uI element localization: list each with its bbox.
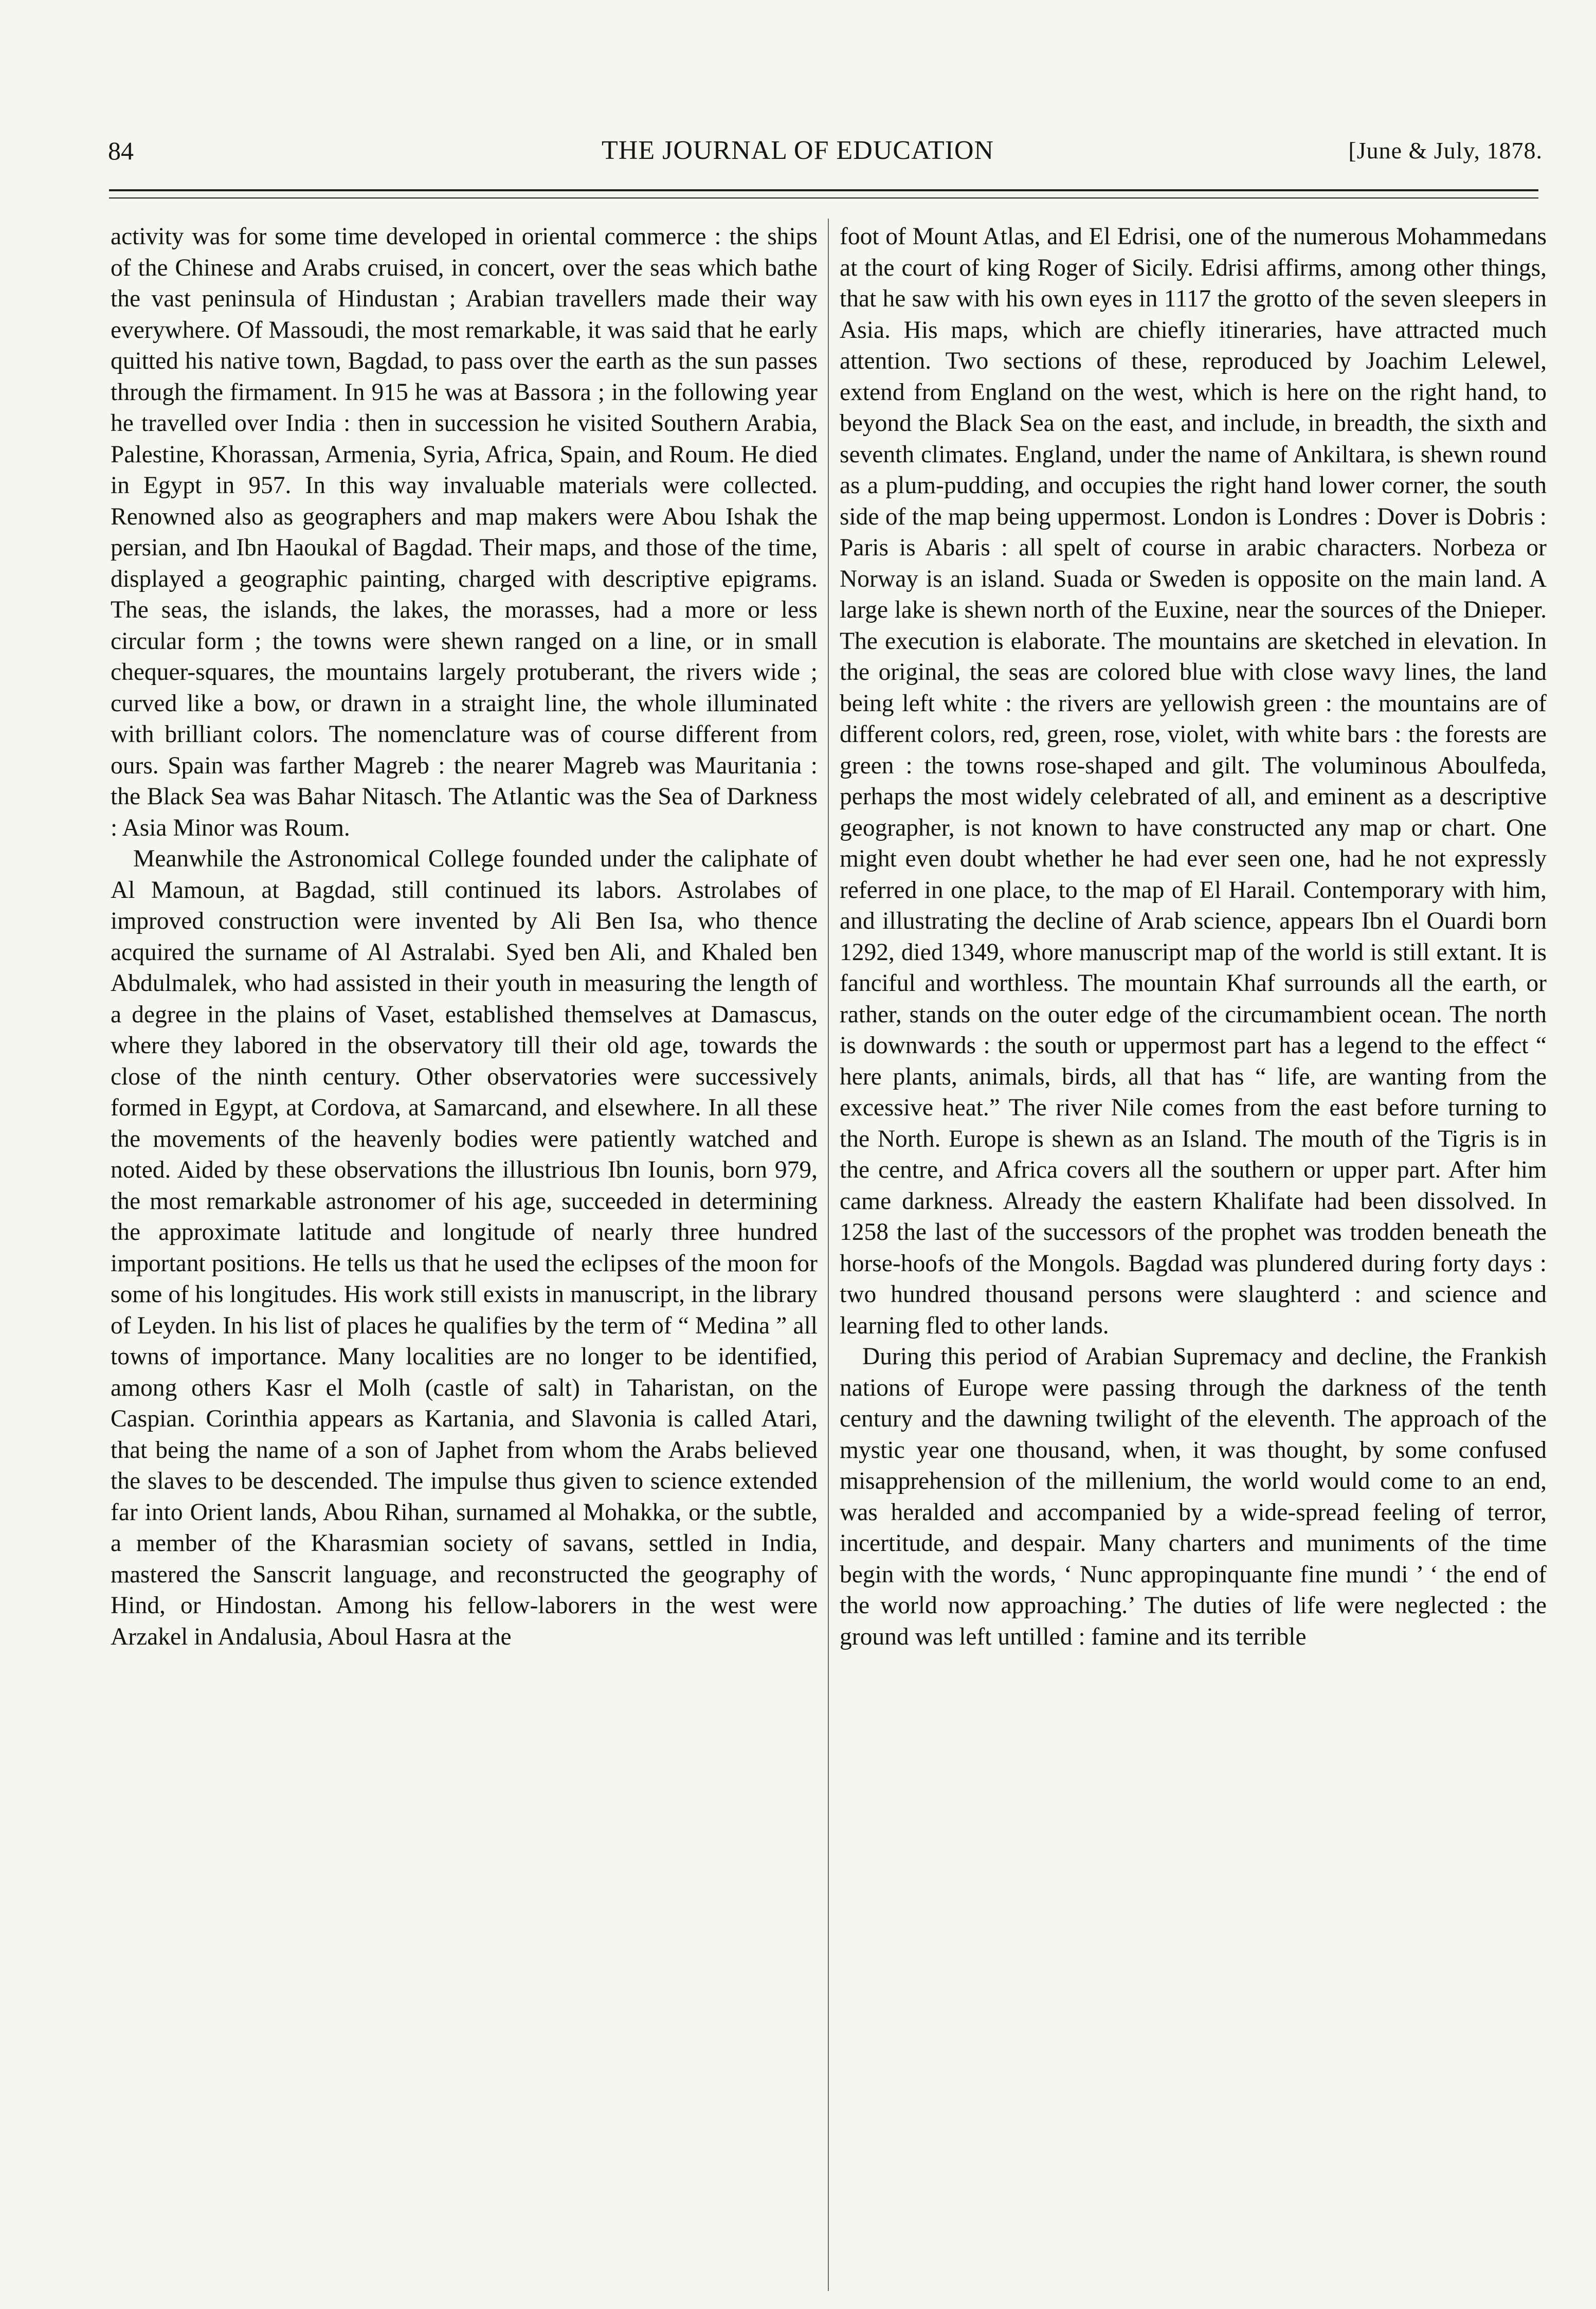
right-paragraph-1: foot of Mount Atlas, and El Edrisi, one of the numerous Mohammedans at the court of king Roger of Sicily. Edrisi affirms, among other things, that he saw with his own eyes in 1117 the grotto of the seven sleepers in Asia. His maps, which are chiefly itineraries, have attracted much attention. Two sections of these, reproduced by Joachim Lelewel, extend from England on the west, which is here on the right hand, to beyond the Black Sea on the east, and include, in breadth, the sixth and seventh climates. England, under the name of Ankiltara, is shewn round as a plum-pudding, and occupies the right hand lower corner, the south side of the map being uppermost. London is Londres : Dover is Dobris : Paris is Abaris : all spelt of course in arabic characters. Norbeza or Norway is an island. Suada or Sweden is opposite on the main land. A large lake is shewn north of the Euxine, near the sources of the Dnieper. The execution is elaborate. The mountains are sketched in elevation. In the original, the seas are colored blue with close wavy lines, the land being left white : the rivers are yellowish green : the mountains are of different colors, red, green, rose, violet, with white bars : the forests are green : the towns rose-shaped and gilt. The voluminous Aboulfeda, perhaps the most widely celebrated of all, and eminent as a descriptive geographer, is not known to have constructed any map or chart. One might even doubt whether he had ever seen one, had he not expressly referred in one place, to the map of El Harail. Contemporary with him, and illustrating the decline of Arab science, appears Ibn el Ouardi born 1292, died 1349, whore manuscript map of the world is still extant. It is fanciful and worthless. The mountain Khaf surrounds all the earth, or rather, stands on the outer edge of the circumambient ocean. The north is downwards : the south or uppermost part has a legend to the effect “ here plants, animals, birds, all that has “ life, are wanting from the excessive heat.” The river Nile comes from the east before turning to the North. Europe is shewn as an Island. The mouth of the Tigris is in the centre, and Africa covers all the southern or upper part. After him came darkness. Already the eastern Khalifate had been dissolved. In 1258 the last of the successors of the prophet was trodden beneath the horse-hoofs of the Mongols. Bagdad was plundered during forty days : two hundred thousand persons were slaughterd : and science and learning fled to other lands. <box>840 223 1547 1339</box>
header-rule-top <box>109 189 1538 191</box>
journal-title: THE JOURNAL OF EDUCATION <box>602 136 994 165</box>
header-rule-bottom <box>109 197 1538 199</box>
page-number: 84 <box>108 136 134 165</box>
left-column <box>111 221 818 1652</box>
left-paragraph-1: activity was for some time developed in oriental commerce : the ships of the Chinese and Arabs cruised, in concert, over the seas which bathe the vast peninsula of Hindustan ; Arabian travellers made their way everywhere. Of Massoudi, the most remarkable, it was said that he early quitted his native town, Bagdad, to pass over the earth as the sun passes through the firmament. In 915 he was at Bassora ; in the following year he travelled over India : then in succession he visited Southern Arabia, Palestine, Khorassan, Armenia, Syria, Africa, Spain, and Roum. He died in Egypt in 957. In this way invaluable materials were collected. Renowned also as geographers and map makers were Abou Ishak the persian, and Ibn Haoukal of Bagdad. Their maps, and those of the time, displayed a geographic painting, charged with descriptive epigrams. The seas, the islands, the lakes, the morasses, had a more or less circular form ; the towns were shewn ranged on a line, or in small chequer-squares, the mountains largely protuberant, the rivers wide ; curved like a bow, or drawn in a straight line, the whole illuminated with brilliant colors. The nomenclature was of course different from ours. Spain was farther Magreb : the nearer Magreb was Mauritania : the Black Sea was Bahar Nitasch. The Atlantic was the Sea of Darkness : Asia Minor was Roum. <box>111 223 818 841</box>
left-paragraph-2: Meanwhile the Astronomical College founded under the caliphate of Al Mamoun, at Bagdad, still continued its labors. Astrolabes of improved construction were invented by Ali Ben Isa, who thence acquired the surname of Al Astralabi. Syed ben Ali, and Khaled ben Abdulmalek, who had assisted in their youth in measuring the length of a degree in the plains of Vaset, established themselves at Damascus, where they labored in the observatory till their old age, towards the close of the ninth century. Other observatories were successively formed in Egypt, at Cordova, at Samarcand, and elsewhere. In all these the movements of the heavenly bodies were patiently watched and noted. Aided by these observations the illustrious Ibn Iounis, born 979, the most remarkable astronomer of his age, succeeded in determining the approximate latitude and longitude of nearly three hundred important positions. He tells us that he used the eclipses of the moon for some of his longitudes. His work still exists in manuscript, in the library of Leyden. In his list of places he qualifies by the term of “ Medina ” all towns of importance. Many localities are no longer to be identified, among others Kasr el Molh (castle of salt) in Taharistan, on the Caspian. Corinthia appears as Kartania, and Slavonia is called Atari, that being the name of a son of Japhet from whom the Arabs believed the slaves to be descended. The impulse thus given to science extended far into Orient lands, Abou Rihan, surnamed al Mohakka, or the subtle, a member of the Kharasmian society of savans, settled in India, mastered the Sanscrit language, and reconstructed the geography of Hind, or Hindostan. Among his fellow-laborers in the west were Arzakel in Andalusia, Aboul Hasra at the <box>111 845 818 1650</box>
column-divider <box>828 219 829 2291</box>
issue-date: [June & July, 1878. <box>1348 137 1543 164</box>
right-paragraph-2: During this period of Arabian Supremacy and decline, the Frankish nations of Europe were passing through the darkness of the tenth century and the dawning twilight of the eleventh. The approach of the mystic year one thousand, when, it was thought, by some confused misapprehension of the millenium, the world would come to an end, was heralded and accompanied by a wide-spread feeling of terror, incertitude, and despair. Many charters and muniments of the time begin with the words, ‘ Nunc appropinquante fine mundi ’ ‘ the end of the world now approaching.’ The duties of life were neglected : the ground was left untilled : famine and its terrible <box>840 1343 1547 1650</box>
right-column <box>840 221 1547 1652</box>
page-header <box>108 133 1543 174</box>
